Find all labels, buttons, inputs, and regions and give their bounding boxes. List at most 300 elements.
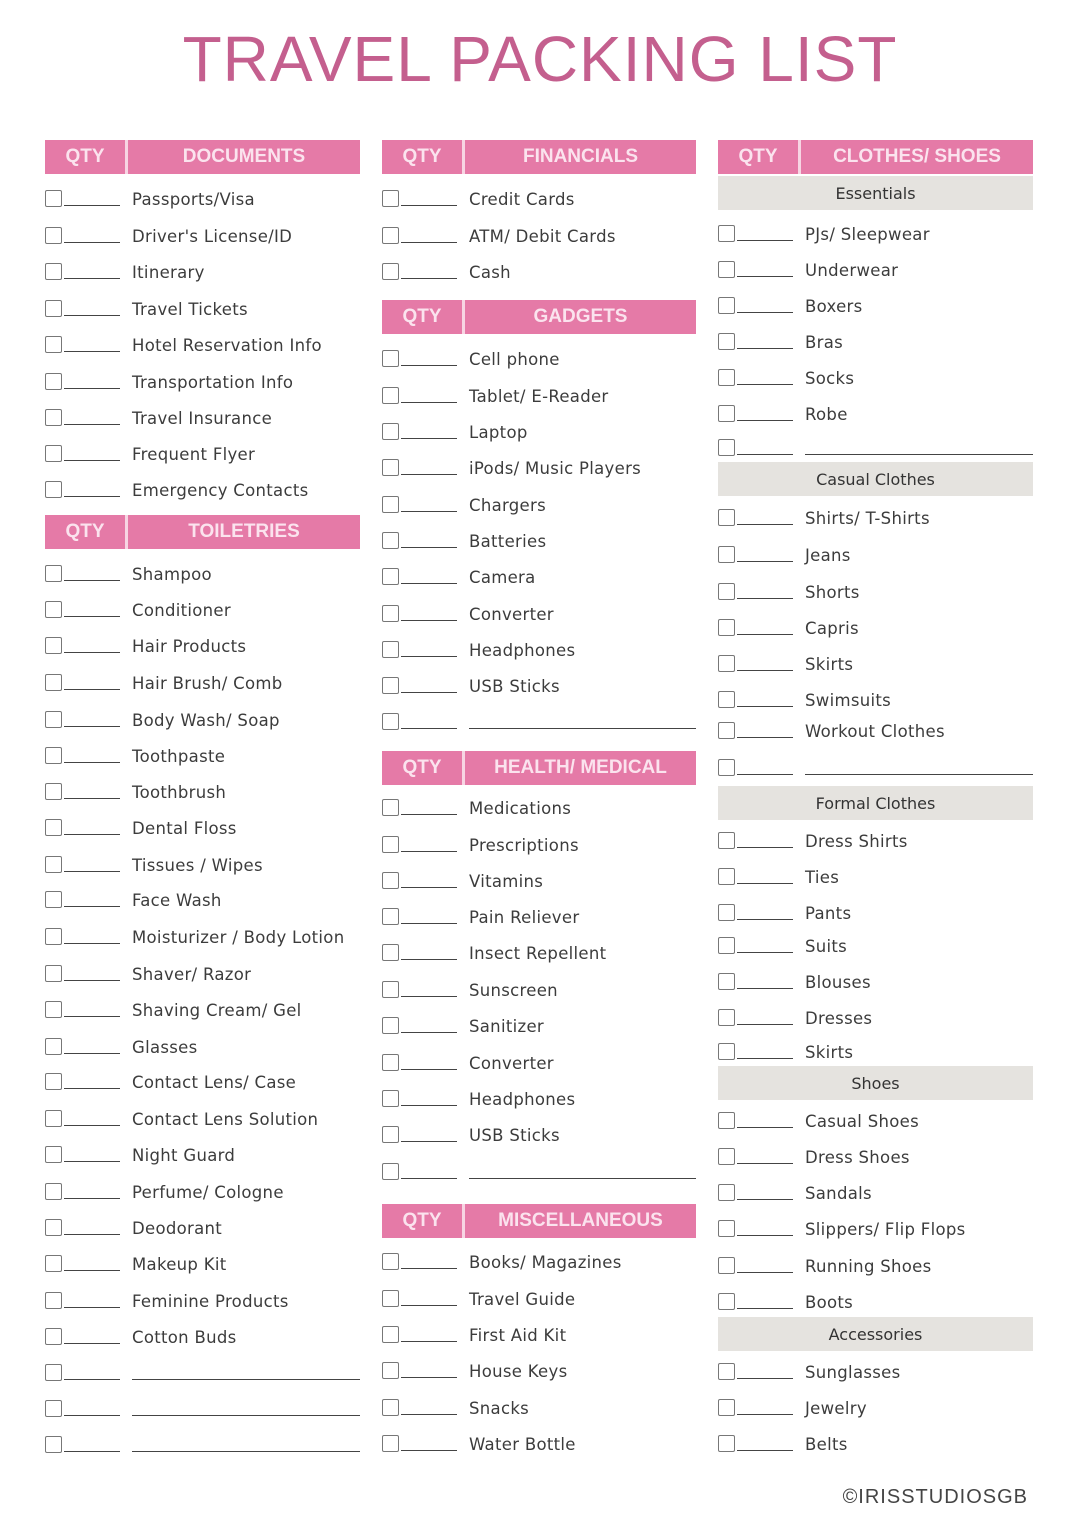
checkbox[interactable] <box>382 350 399 367</box>
list-item <box>382 190 696 212</box>
item-label: Jewelry <box>805 1399 867 1418</box>
qty-blank-line[interactable] <box>737 1024 793 1025</box>
qty-blank-line[interactable] <box>401 1069 457 1070</box>
qty-blank-line[interactable] <box>64 315 120 316</box>
checkbox[interactable] <box>45 1073 62 1090</box>
qty-blank-line[interactable] <box>737 1163 793 1164</box>
list-item <box>45 409 360 431</box>
qty-blank-line[interactable] <box>737 240 793 241</box>
qty-blank-line[interactable] <box>401 438 457 439</box>
item-label: iPods/ Music Players <box>469 459 642 478</box>
qty-blank-line[interactable] <box>64 1016 120 1017</box>
checkbox[interactable] <box>45 819 62 836</box>
checkbox[interactable] <box>382 836 399 853</box>
checkbox[interactable] <box>45 409 62 426</box>
qty-blank-line[interactable] <box>401 923 457 924</box>
qty-blank-line[interactable] <box>737 1272 793 1273</box>
checkbox[interactable] <box>382 496 399 513</box>
qty-blank-line[interactable] <box>64 871 120 872</box>
qty-blank-line[interactable] <box>737 737 793 738</box>
list-item <box>718 973 1033 995</box>
item-label: Hotel Reservation Info <box>132 336 322 355</box>
checkbox[interactable] <box>45 1436 62 1453</box>
item-label: ATM/ Debit Cards <box>469 227 616 246</box>
checkbox[interactable] <box>45 1110 62 1127</box>
list-item <box>382 1090 696 1112</box>
qty-blank-line[interactable] <box>64 1451 120 1452</box>
list-item <box>45 928 360 950</box>
checkbox[interactable] <box>45 227 62 244</box>
checkbox[interactable] <box>45 674 62 691</box>
qty-blank-line[interactable] <box>737 420 793 421</box>
checkbox[interactable] <box>718 868 735 885</box>
qty-blank-line[interactable] <box>64 278 120 279</box>
checkbox[interactable] <box>45 263 62 280</box>
qty-blank-line[interactable] <box>737 1058 793 1059</box>
list-item <box>382 872 696 894</box>
list-item <box>382 1054 696 1076</box>
qty-blank-line[interactable] <box>737 561 793 562</box>
qty-blank-line[interactable] <box>64 726 120 727</box>
checkbox[interactable] <box>382 872 399 889</box>
list-item <box>382 387 696 409</box>
checkbox[interactable] <box>45 1364 62 1381</box>
qty-blank-line[interactable] <box>64 1270 120 1271</box>
qty-blank-line[interactable] <box>401 511 457 512</box>
list-item <box>45 674 360 696</box>
list-item <box>718 583 1033 605</box>
list-item <box>382 496 696 518</box>
qty-blank-line[interactable] <box>64 1161 120 1162</box>
list-item <box>45 891 360 913</box>
checkbox[interactable] <box>382 1399 399 1416</box>
checkbox[interactable] <box>718 1257 735 1274</box>
item-label: Itinerary <box>132 263 205 282</box>
custom-item-blank-line[interactable] <box>805 454 1033 455</box>
checkbox[interactable] <box>718 655 735 672</box>
list-item <box>718 1148 1033 1170</box>
qty-blank-line[interactable] <box>64 834 120 835</box>
subsection-header-casual-clothes: Casual Clothes <box>718 462 1033 496</box>
qty-blank-line[interactable] <box>737 952 793 953</box>
qty-blank-line[interactable] <box>64 906 120 907</box>
checkbox[interactable] <box>382 568 399 585</box>
qty-blank-line[interactable] <box>737 384 793 385</box>
item-label: Snacks <box>469 1399 530 1418</box>
qty-blank-line[interactable] <box>401 1377 457 1378</box>
list-item <box>718 1043 1033 1065</box>
checkbox[interactable] <box>382 1290 399 1307</box>
checkbox[interactable] <box>382 1126 399 1143</box>
checkbox[interactable] <box>718 1363 735 1380</box>
qty-blank-line[interactable] <box>64 460 120 461</box>
item-label: Cell phone <box>469 350 560 369</box>
qty-blank-line[interactable] <box>737 524 793 525</box>
list-item <box>382 1163 696 1185</box>
qty-blank-line[interactable] <box>401 1414 457 1415</box>
qty-blank-line[interactable] <box>401 1305 457 1306</box>
checkbox[interactable] <box>45 1146 62 1163</box>
qty-blank-line[interactable] <box>401 887 457 888</box>
item-label: Sandals <box>805 1184 872 1203</box>
qty-blank-line[interactable] <box>64 1343 120 1344</box>
list-item <box>718 1009 1033 1031</box>
item-label: Skirts <box>805 655 854 674</box>
page-title: TRAVEL PACKING LIST <box>182 23 898 95</box>
checkbox[interactable] <box>45 783 62 800</box>
checkbox[interactable] <box>382 944 399 961</box>
checkbox[interactable] <box>718 405 735 422</box>
list-item <box>718 655 1033 677</box>
checkbox[interactable] <box>382 713 399 730</box>
item-label: Shampoo <box>132 565 212 584</box>
qty-blank-line[interactable] <box>401 1268 457 1269</box>
item-label: Travel Guide <box>469 1290 576 1309</box>
item-label: Underwear <box>805 261 899 280</box>
checkbox[interactable] <box>718 546 735 563</box>
qty-blank-line[interactable] <box>64 496 120 497</box>
list-item <box>45 965 360 987</box>
checkbox[interactable] <box>382 1253 399 1270</box>
checkbox[interactable] <box>45 711 62 728</box>
qty-blank-line[interactable] <box>401 402 457 403</box>
qty-blank-line[interactable] <box>737 348 793 349</box>
checkbox[interactable] <box>382 799 399 816</box>
item-label: Slippers/ Flip Flops <box>805 1220 966 1239</box>
list-item <box>718 904 1033 926</box>
qty-blank-line[interactable] <box>64 242 120 243</box>
item-label: Passports/Visa <box>132 190 255 209</box>
qty-blank-line[interactable] <box>401 547 457 548</box>
checkbox[interactable] <box>45 965 62 982</box>
checkbox[interactable] <box>382 1163 399 1180</box>
qty-blank-line[interactable] <box>737 670 793 671</box>
item-label: Contact Lens/ Case <box>132 1073 297 1092</box>
list-item <box>382 981 696 1003</box>
checkbox[interactable] <box>382 263 399 280</box>
checkbox[interactable] <box>45 1328 62 1345</box>
checkbox[interactable] <box>382 677 399 694</box>
checkbox[interactable] <box>718 1148 735 1165</box>
list-item <box>718 1363 1033 1385</box>
checkbox[interactable] <box>718 619 735 636</box>
qty-blank-line[interactable] <box>64 1198 120 1199</box>
list-item <box>718 297 1033 319</box>
checkbox[interactable] <box>45 1183 62 1200</box>
item-label: Medications <box>469 799 572 818</box>
item-label: Converter <box>469 605 554 624</box>
qty-blank-line[interactable] <box>737 454 793 455</box>
qty-blank-line[interactable] <box>64 689 120 690</box>
item-label: Transportation Info <box>132 373 294 392</box>
item-label: Face Wash <box>132 891 222 910</box>
list-item <box>382 423 696 445</box>
checkbox[interactable] <box>718 1009 735 1026</box>
checkbox[interactable] <box>45 373 62 390</box>
item-label: Bras <box>805 333 844 352</box>
qty-blank-line[interactable] <box>401 1141 457 1142</box>
qty-blank-line[interactable] <box>737 1199 793 1200</box>
list-item <box>382 641 696 663</box>
checkbox[interactable] <box>718 369 735 386</box>
checkbox[interactable] <box>382 981 399 998</box>
checkbox[interactable] <box>45 1001 62 1018</box>
checkbox[interactable] <box>382 1326 399 1343</box>
item-label: Moisturizer / Body Lotion <box>132 928 345 947</box>
qty-blank-line[interactable] <box>737 598 793 599</box>
checkbox[interactable] <box>382 387 399 404</box>
section-title: GADGETS <box>533 306 628 327</box>
list-item <box>382 1362 696 1384</box>
custom-item-blank-line[interactable] <box>805 774 1033 775</box>
checkbox[interactable] <box>718 583 735 600</box>
item-label: Shaving Cream/ Gel <box>132 1001 302 1020</box>
qty-blank-line[interactable] <box>737 1378 793 1379</box>
checkbox[interactable] <box>45 1292 62 1309</box>
checkbox[interactable] <box>718 333 735 350</box>
item-label: Headphones <box>469 1090 576 1109</box>
qty-blank-line[interactable] <box>401 583 457 584</box>
qty-blank-line[interactable] <box>737 1235 793 1236</box>
checkbox[interactable] <box>718 225 735 242</box>
item-label: Shirts/ T-Shirts <box>805 509 930 528</box>
item-label: Dresses <box>805 1009 873 1028</box>
qty-blank-line[interactable] <box>737 634 793 635</box>
qty-blank-line[interactable] <box>64 1088 120 1089</box>
qty-blank-line[interactable] <box>64 1379 120 1380</box>
list-item <box>382 1290 696 1312</box>
list-item <box>45 819 360 841</box>
qty-blank-line[interactable] <box>401 1341 457 1342</box>
checkbox[interactable] <box>45 601 62 618</box>
qty-blank-line[interactable] <box>64 798 120 799</box>
section-header-gadgets <box>382 300 696 334</box>
custom-item-blank-line[interactable] <box>469 728 696 729</box>
checkbox[interactable] <box>718 297 735 314</box>
item-label: Suits <box>805 937 848 956</box>
checkbox[interactable] <box>45 891 62 908</box>
list-item <box>45 1110 360 1132</box>
qty-blank-line[interactable] <box>401 692 457 693</box>
checkbox[interactable] <box>382 605 399 622</box>
qty-blank-line[interactable] <box>64 205 120 206</box>
qty-blank-line[interactable] <box>401 1105 457 1106</box>
checkbox[interactable] <box>45 336 62 353</box>
list-item <box>382 605 696 627</box>
qty-blank-line[interactable] <box>737 847 793 848</box>
checkbox[interactable] <box>45 565 62 582</box>
checkbox[interactable] <box>382 227 399 244</box>
list-item <box>382 568 696 590</box>
qty-blank-line[interactable] <box>401 205 457 206</box>
checkbox[interactable] <box>382 1090 399 1107</box>
item-label: Feminine Products <box>132 1292 289 1311</box>
item-label: Hair Brush/ Comb <box>132 674 283 693</box>
item-label: Shaver/ Razor <box>132 965 252 984</box>
list-item <box>382 532 696 554</box>
checkbox[interactable] <box>382 908 399 925</box>
qty-blank-line[interactable] <box>737 883 793 884</box>
custom-item-blank-line[interactable] <box>132 1379 360 1380</box>
item-label: Driver's License/ID <box>132 227 293 246</box>
qty-blank-line[interactable] <box>64 652 120 653</box>
qty-blank-line[interactable] <box>401 1032 457 1033</box>
list-item <box>45 783 360 805</box>
qty-blank-line[interactable] <box>64 388 120 389</box>
item-label: Jeans <box>805 546 851 565</box>
list-item <box>45 711 360 733</box>
checkbox[interactable] <box>45 445 62 462</box>
checkbox[interactable] <box>718 759 735 776</box>
list-item <box>718 691 1033 713</box>
checkbox[interactable] <box>718 1293 735 1310</box>
qty-blank-line[interactable] <box>64 580 120 581</box>
item-label: Night Guard <box>132 1146 236 1165</box>
qty-blank-line[interactable] <box>64 351 120 352</box>
checkbox[interactable] <box>718 832 735 849</box>
qty-blank-line[interactable] <box>401 1450 457 1451</box>
qty-blank-line[interactable] <box>401 851 457 852</box>
item-label: Dress Shoes <box>805 1148 910 1167</box>
item-label: Casual Shoes <box>805 1112 919 1131</box>
item-label: Shorts <box>805 583 860 602</box>
item-label: Perfume/ Cologne <box>132 1183 284 1202</box>
qty-blank-line[interactable] <box>737 706 793 707</box>
section-title: TOILETRIES <box>188 521 300 542</box>
qty-blank-line[interactable] <box>737 1450 793 1451</box>
checkbox[interactable] <box>45 1038 62 1055</box>
qty-blank-line[interactable] <box>401 1178 457 1179</box>
item-label: Tissues / Wipes <box>132 856 263 875</box>
list-item <box>382 1399 696 1421</box>
checkbox[interactable] <box>382 459 399 476</box>
qty-blank-line[interactable] <box>64 1053 120 1054</box>
qty-blank-line[interactable] <box>64 762 120 763</box>
qty-blank-line[interactable] <box>737 774 793 775</box>
qty-blank-line[interactable] <box>401 365 457 366</box>
checkbox[interactable] <box>718 261 735 278</box>
qty-blank-line[interactable] <box>737 312 793 313</box>
qty-blank-line[interactable] <box>737 919 793 920</box>
qty-blank-line[interactable] <box>401 242 457 243</box>
list-item <box>45 373 360 395</box>
checkbox[interactable] <box>382 1362 399 1379</box>
checkbox[interactable] <box>382 532 399 549</box>
qty-blank-line[interactable] <box>64 1415 120 1416</box>
item-label: Makeup Kit <box>132 1255 227 1274</box>
checkbox[interactable] <box>45 1400 62 1417</box>
list-item <box>45 300 360 322</box>
list-item <box>718 405 1033 427</box>
qty-blank-line[interactable] <box>401 814 457 815</box>
qty-column-label: QTY <box>718 140 801 174</box>
qty-blank-line[interactable] <box>401 996 457 997</box>
section-title: FINANCIALS <box>522 146 639 167</box>
list-item <box>718 1399 1033 1421</box>
qty-blank-line[interactable] <box>401 728 457 729</box>
item-label: Sunglasses <box>805 1363 901 1382</box>
checkbox[interactable] <box>718 439 735 456</box>
checkbox[interactable] <box>718 973 735 990</box>
qty-column-label: QTY <box>382 140 465 174</box>
list-item <box>45 637 360 659</box>
section-header-financials <box>382 140 696 174</box>
checkbox[interactable] <box>45 190 62 207</box>
checkbox[interactable] <box>45 928 62 945</box>
item-label: Ties <box>805 868 840 887</box>
list-item <box>382 263 696 285</box>
checkbox[interactable] <box>718 1184 735 1201</box>
qty-blank-line[interactable] <box>401 620 457 621</box>
checkbox[interactable] <box>718 1220 735 1237</box>
qty-blank-line[interactable] <box>401 278 457 279</box>
list-item <box>718 722 1033 744</box>
checkbox[interactable] <box>382 641 399 658</box>
custom-item-blank-line[interactable] <box>469 1178 696 1179</box>
item-label: USB Sticks <box>469 1126 560 1145</box>
checkbox[interactable] <box>45 637 62 654</box>
list-item <box>718 937 1033 959</box>
checkbox[interactable] <box>382 1054 399 1071</box>
section-title: HEALTH/ MEDICAL <box>494 757 667 778</box>
qty-blank-line[interactable] <box>737 276 793 277</box>
qty-column-label: QTY <box>382 1204 465 1238</box>
checkbox[interactable] <box>45 856 62 873</box>
qty-blank-line[interactable] <box>737 988 793 989</box>
checkbox[interactable] <box>45 1219 62 1236</box>
checkbox[interactable] <box>718 722 735 739</box>
qty-blank-line[interactable] <box>401 474 457 475</box>
item-label: Headphones <box>469 641 576 660</box>
checkbox[interactable] <box>718 1043 735 1060</box>
item-label: Laptop <box>469 423 528 442</box>
qty-blank-line[interactable] <box>64 980 120 981</box>
checkbox[interactable] <box>718 904 735 921</box>
checkbox[interactable] <box>45 1255 62 1272</box>
checkbox[interactable] <box>718 1435 735 1452</box>
checkbox[interactable] <box>382 1017 399 1034</box>
section-header-documents <box>45 140 360 174</box>
checkbox[interactable] <box>382 190 399 207</box>
qty-blank-line[interactable] <box>64 616 120 617</box>
qty-blank-line[interactable] <box>737 1127 793 1128</box>
checkbox[interactable] <box>718 691 735 708</box>
checkbox[interactable] <box>45 300 62 317</box>
list-item <box>382 350 696 372</box>
checkbox[interactable] <box>718 1399 735 1416</box>
qty-blank-line[interactable] <box>401 959 457 960</box>
checkbox[interactable] <box>382 423 399 440</box>
checkbox[interactable] <box>45 481 62 498</box>
checkbox[interactable] <box>45 747 62 764</box>
qty-blank-line[interactable] <box>401 656 457 657</box>
qty-blank-line[interactable] <box>64 943 120 944</box>
qty-blank-line[interactable] <box>64 1125 120 1126</box>
custom-item-blank-line[interactable] <box>132 1415 360 1416</box>
item-label: Frequent Flyer <box>132 445 256 464</box>
qty-blank-line[interactable] <box>64 424 120 425</box>
qty-blank-line[interactable] <box>737 1414 793 1415</box>
checkbox[interactable] <box>718 937 735 954</box>
qty-blank-line[interactable] <box>64 1307 120 1308</box>
custom-item-blank-line[interactable] <box>132 1451 360 1452</box>
list-item <box>45 445 360 467</box>
checkbox[interactable] <box>382 1435 399 1452</box>
qty-blank-line[interactable] <box>737 1308 793 1309</box>
qty-blank-line[interactable] <box>64 1234 120 1235</box>
checkbox[interactable] <box>718 509 735 526</box>
checkbox[interactable] <box>718 1112 735 1129</box>
